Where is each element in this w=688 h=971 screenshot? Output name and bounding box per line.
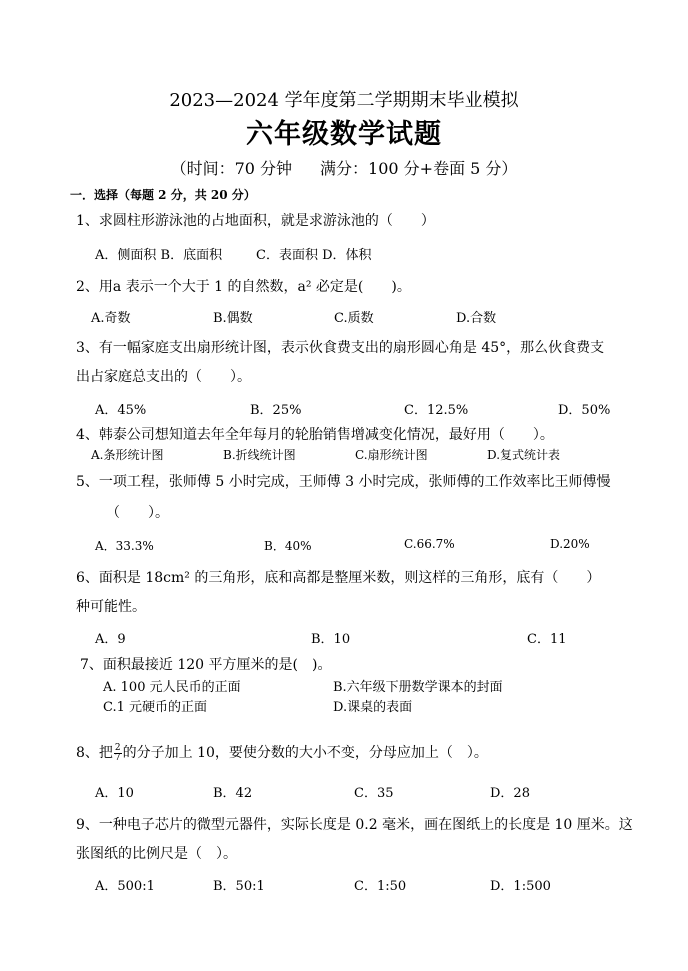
- question-5-line1: 5、一项工程，张师傅 5 小时完成，王师傅 3 小时完成，张师傅的工作效率比王师傅慢: [76, 474, 611, 490]
- q1-option-cd: C．表面积 D．体积: [256, 248, 372, 263]
- q8-suffix: 的分子加上 10，要使分数的大小不变，分母应加上（ ）。: [122, 745, 488, 761]
- q1-option-ab: A．侧面积 B．底面积: [95, 248, 223, 263]
- q8-option-d: D．28: [490, 786, 530, 801]
- q7-option-d: D.课桌的表面: [333, 700, 413, 715]
- exam-time: （时间：70 分钟: [170, 159, 293, 178]
- q4-option-a: A.条形统计图: [91, 448, 164, 462]
- exam-info: [0, 156, 688, 179]
- q7-option-a: A. 100 元人民币的正面: [103, 680, 241, 695]
- exam-score: 满分：100 分+卷面 5 分）: [320, 159, 518, 178]
- q3-option-a: A．45%: [95, 403, 147, 418]
- question-6-line2: 种可能性。: [76, 599, 146, 615]
- q8-option-a: A．10: [95, 786, 134, 801]
- q3-option-c: C．12.5%: [404, 403, 469, 418]
- question-5-line2: （ ）。: [106, 505, 169, 521]
- q2-option-c: C.质数: [334, 311, 374, 326]
- question-9-line2: 张图纸的比例尺是（ ）。: [76, 846, 237, 862]
- q4-option-b: B.折线统计图: [223, 448, 296, 462]
- exam-term-title: 2023—2024 学年度第二学期期末毕业模拟: [169, 90, 519, 111]
- q7-option-b: B.六年级下册数学课本的封面: [333, 680, 503, 695]
- q2-option-d: D.合数: [456, 311, 497, 326]
- question-3-line1: 3、有一幅家庭支出扇形统计图，表示伙食费支出的扇形圆心角是 45°，那么伙食费支: [76, 340, 605, 356]
- q8-prefix: 8、把: [76, 745, 113, 761]
- q5-option-c: C.66.7%: [404, 537, 455, 551]
- exam-title: 六年级数学试题: [246, 119, 442, 150]
- q8-fraction-numerator: 2: [114, 742, 121, 753]
- q8-fraction: [114, 744, 122, 763]
- question-1: 1、求圆柱形游泳池的占地面积，就是求游泳池的（ ）: [76, 213, 435, 229]
- q6-option-c: C．11: [527, 632, 567, 647]
- question-2: 2、用a 表示一个大于 1 的自然数，a² 必定是( )。: [76, 279, 411, 295]
- q5-option-b: B．40%: [264, 539, 312, 553]
- section-heading: 一．选择（每题 2 分，共 20 分）: [70, 188, 256, 202]
- q4-option-d: D.复式统计表: [487, 448, 561, 462]
- question-7: 7、面积最接近 120 平方厘米的是( )。: [80, 657, 332, 673]
- question-6-line1: 6、面积是 18cm² 的三角形，底和高都是整厘米数，则这样的三角形，底有（ ）: [76, 570, 601, 586]
- q6-option-b: B．10: [311, 632, 351, 647]
- q9-option-c: C．1:50: [354, 879, 407, 894]
- q6-option-a: A．9: [95, 632, 126, 647]
- q8-option-c: C．35: [354, 786, 394, 801]
- question-9-line1: 9、一种电子芯片的微型元器件，实际长度是 0.2 毫米，画在图纸上的长度是 10 厘米。这: [76, 817, 633, 833]
- q2-option-a: A.奇数: [91, 311, 131, 326]
- q4-option-c: C.扇形统计图: [355, 448, 428, 462]
- q3-option-d: D．50%: [558, 403, 611, 418]
- question-3-line2: 出占家庭总支出的（ ）。: [76, 369, 251, 385]
- q5-option-d: D.20%: [550, 537, 590, 551]
- q9-option-a: A．500:1: [95, 879, 155, 894]
- q7-option-c: C.1 元硬币的正面: [103, 700, 208, 715]
- question-8: [76, 742, 488, 763]
- question-4: 4、韩泰公司想知道去年全年每月的轮胎销售增减变化情况，最好用（ ）。: [76, 427, 554, 443]
- q2-option-b: B.偶数: [213, 311, 253, 326]
- q8-option-b: B．42: [213, 786, 253, 801]
- q9-option-b: B．50:1: [213, 879, 265, 894]
- q9-option-d: D．1:500: [490, 879, 551, 894]
- q3-option-b: B．25%: [250, 403, 302, 418]
- q8-fraction-denominator: 7: [114, 752, 121, 763]
- q5-option-a: A．33.3%: [95, 539, 154, 553]
